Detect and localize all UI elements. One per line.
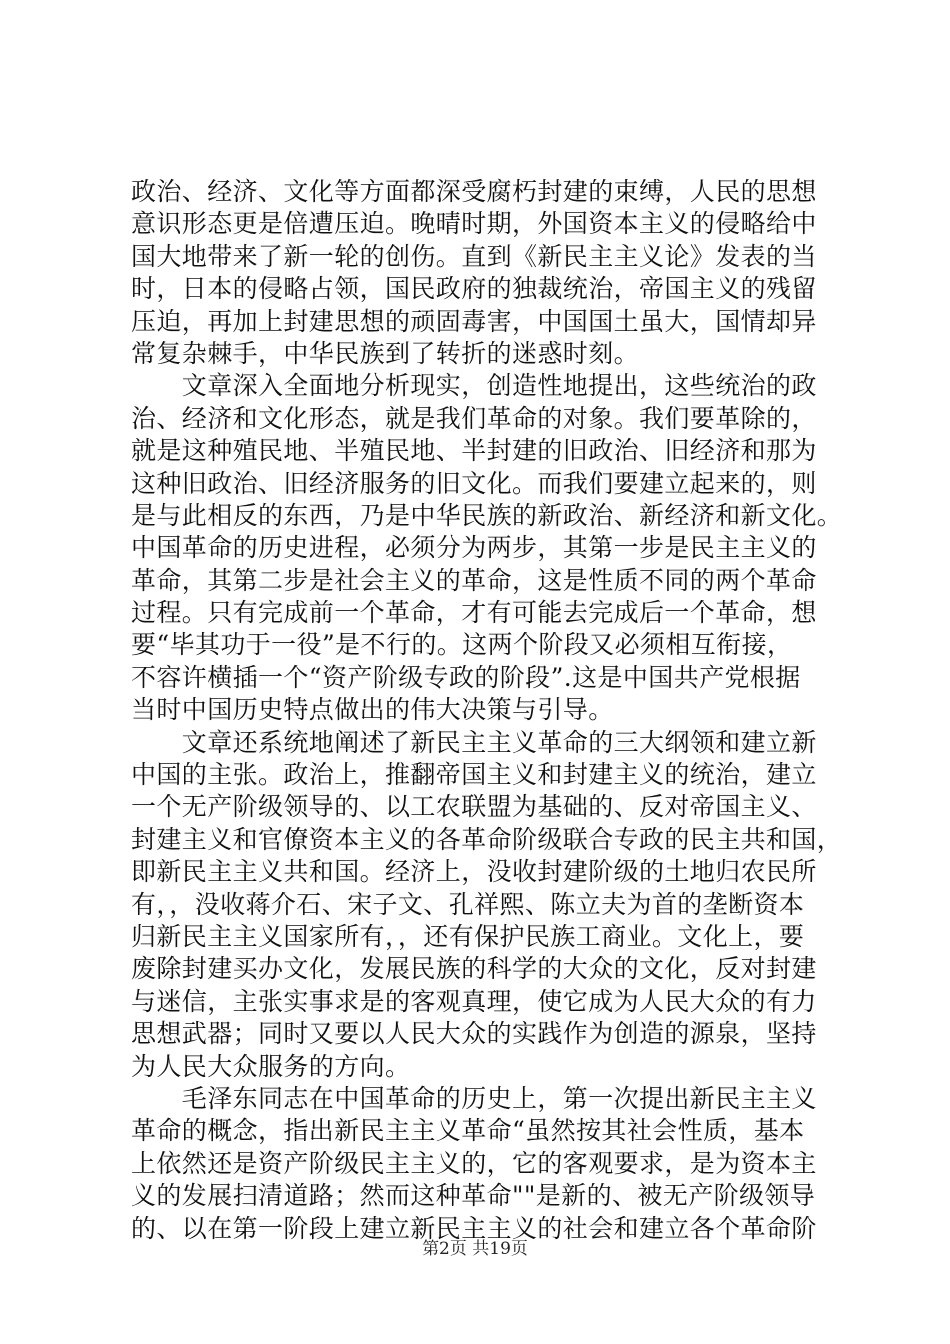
text-line-12: 中国革命的历史进程，必须分为两步，其第一步是民主主义的: [131, 533, 817, 563]
text-line-2: 意识形态更是倍遭压迫。晚晴时期，外国资本主义的侵略给中: [131, 209, 817, 239]
text-line-16: 不容许横插一个“资产阶级专政的阶段”.这是中国共产党根据: [131, 662, 801, 692]
text-line-28: 为人民大众服务的方向。: [131, 1051, 411, 1081]
text-line-31: 上依然还是资产阶级民主主义的，它的客观要求，是为资本主: [131, 1148, 817, 1178]
text-line-21: 封建主义和官僚资本主义的各革命阶级联合专政的民主共和国，: [131, 824, 843, 854]
text-line-26: 与迷信，主张实事求是的客观真理，使它成为人民大众的有力: [131, 986, 817, 1016]
text-line-17: 当时中国历史特点做出的伟大决策与引导。: [131, 695, 614, 725]
text-line-3: 国大地带来了新一轮的创伤。直到《新民主主义论》发表的当: [131, 241, 817, 271]
page-number-footer: 第2页 共19页: [422, 1239, 528, 1259]
text-line-19: 中国的主张。政治上，推翻帝国主义和封建主义的统治，建立: [131, 760, 817, 790]
text-line-30: 革命的概念，指出新民主主义革命“虽然按其社会性质，基本: [131, 1116, 805, 1146]
text-line-14: 过程。只有完成前一个革命，才有可能去完成后一个革命，想: [131, 598, 817, 628]
text-line-32: 义的发展扫清道路；然而这种革命""是新的、被无产阶级领导: [131, 1181, 816, 1211]
text-line-5: 压迫，再加上封建思想的顽固毒害，中国国土虽大，国情却异: [131, 306, 817, 336]
text-line-10: 这种旧政治、旧经济服务的旧文化。而我们要建立起来的，则: [131, 468, 817, 498]
text-line-23: 有，，没收蒋介石、宋子文、孔祥熙、陈立夫为首的垄断资本: [131, 889, 805, 919]
text-line-4: 时，日本的侵略占领，国民政府的独裁统治，帝国主义的残留: [131, 274, 817, 304]
text-line-18: 文章还系统地阐述了新民主主义革命的三大纲领和建立新: [131, 727, 817, 757]
text-line-15: 要“毕其功于一役”是不行的。这两个阶段又必须相互衔接，: [131, 630, 793, 660]
text-line-6: 常复杂棘手，中华民族到了转折的迷惑时刻。: [131, 338, 640, 368]
text-line-22: 即新民主主义共和国。经济上，没收封建阶级的土地归农民所: [131, 857, 817, 887]
text-line-25: 废除封建买办文化，发展民族的科学的大众的文化，反对封建: [131, 954, 817, 984]
text-line-7: 文章深入全面地分析现实，创造性地提出，这些统治的政: [131, 371, 817, 401]
text-line-33: 的、以在第一阶段上建立新民主主义的社会和建立各个革命阶: [131, 1213, 817, 1243]
text-line-8: 治、经济和文化形态，就是我们革命的对象。我们要革除的，: [131, 403, 817, 433]
text-line-13: 革命，其第二步是社会主义的革命，这是性质不同的两个革命: [131, 565, 817, 595]
text-line-11: 是与此相反的东西，乃是中华民族的新政治、新经济和新文化。: [131, 500, 843, 530]
text-line-1: 政治、经济、文化等方面都深受腐朽封建的束缚，人民的思想: [131, 177, 817, 206]
text-line-20: 一个无产阶级领导的、以工农联盟为基础的、反对帝国主义、: [131, 792, 817, 822]
text-line-29: 毛泽东同志在中国革命的历史上，第一次提出新民主主义: [131, 1083, 817, 1113]
document-body: [131, 176, 843, 1245]
text-line-9: 就是这种殖民地、半殖民地、半封建的旧政治、旧经济和那为: [131, 436, 817, 466]
text-line-24: 归新民主主义国家所有，，还有保护民族工商业。文化上，要: [131, 921, 805, 951]
text-line-27: 思想武器；同时又要以人民大众的实践作为创造的源泉，坚持: [131, 1019, 817, 1049]
